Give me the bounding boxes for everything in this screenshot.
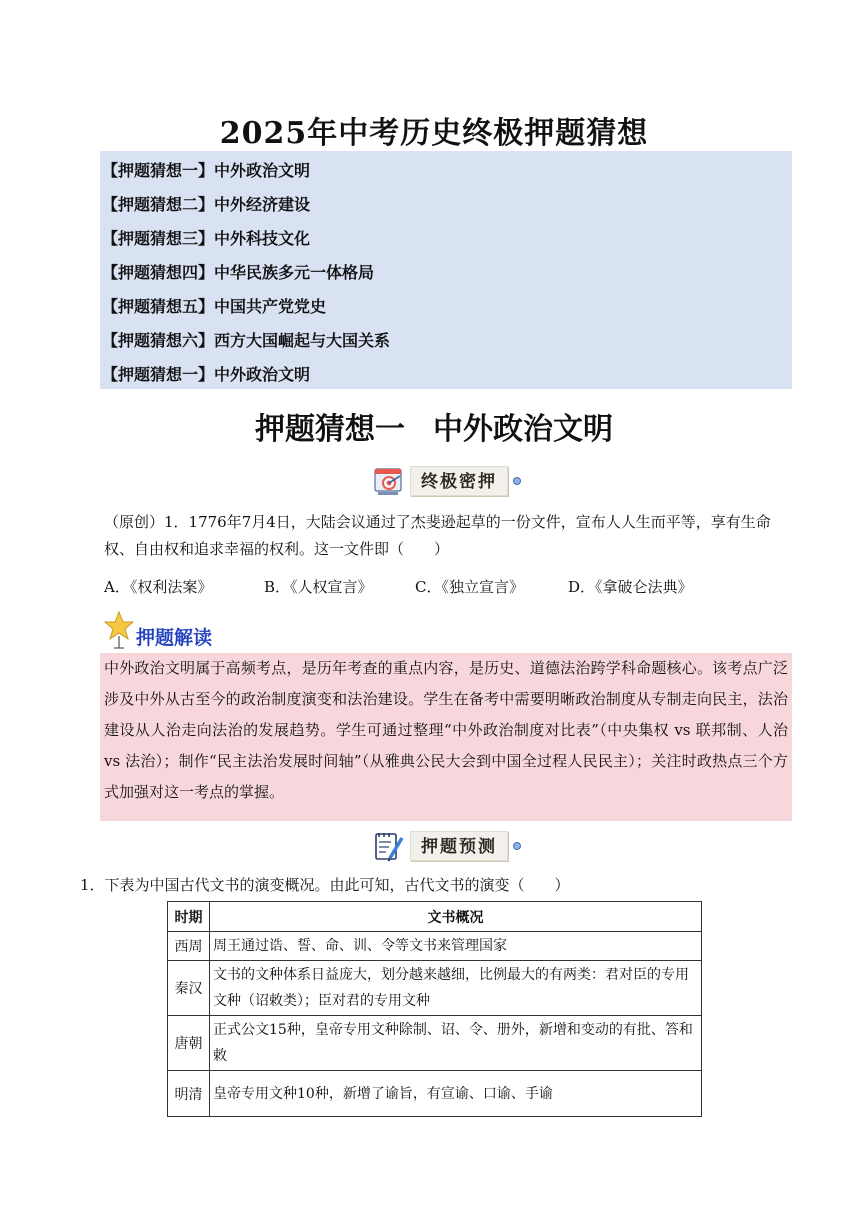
option-b: B．《人权宣言》: [264, 578, 373, 596]
toc-item: 【押题猜想六】西方大国崛起与大国关系: [102, 331, 391, 350]
toc-item: 【押题猜想二】中外经济建设: [102, 195, 311, 214]
document-title: 2025年中考历史终极押题猜想: [219, 116, 649, 151]
badge-dot: [513, 477, 521, 485]
interpretation-title: 押题解读: [136, 627, 213, 649]
prediction-badge: [372, 828, 521, 864]
badge-label: 终极密押: [410, 466, 508, 496]
toc-item: 【押题猜想四】中华民族多元一体格局: [102, 263, 375, 282]
interpretation-text: 中外政治文明属于高频考点，是历年考查的重点内容，是历史、道德法治跨学科命题核心。该考点广泛涉及中外从古至今的政治制度演变和法治建设。学生在备考中需要明晰政治制度从专制走向民主，法治建设从人治走向法治的发展趋势。学生可通过整理“中外政治制度对比表”（中央集权 vs 联邦制、人治 vs 法治）；制作“民主法治发展时间轴”（从雅典公民大会到中国全过程人民民主）；关注时政热点三个方式加强对这一考点的掌握。: [100, 653, 792, 821]
table-row: [168, 932, 702, 961]
question-1-options: [104, 576, 792, 602]
option-c: C．《独立宣言》: [415, 578, 524, 596]
table-cell-period: 西周: [168, 932, 210, 961]
table-cell-desc: 正式公文15种，皇帝专用文种除制、诏、令、册外，新增和变动的有批、答和敕: [210, 1016, 702, 1071]
question-2-stem: 1．下表为中国古代文书的演变概况。由此可知，古代文书的演变（ ）: [80, 876, 570, 894]
table-cell-desc: 文书的文种体系日益庞大，划分越来越细，比例最大的有两类：君对臣的专用文种（诏敕类）；臣对君的专用文种: [210, 961, 702, 1016]
document-evolution-table: [167, 901, 702, 1117]
notepad-pencil-icon: [372, 829, 406, 863]
table-cell-period: 唐朝: [168, 1016, 210, 1071]
option-a: A．《权利法案》: [104, 578, 213, 596]
badge-dot: [513, 842, 521, 850]
toc-item: 【押题猜想三】中外科技文化: [102, 229, 311, 248]
table-row: [168, 1016, 702, 1071]
table-header: 时期: [168, 902, 210, 932]
question-1-stem: （原创）1．1776年7月4日，大陆会议通过了杰斐逊起草的一份文件，宣布人人生而平等，享有生命权、自由权和追求幸福的权利。这一文件即（ ）: [104, 513, 771, 558]
table-row: [168, 1071, 702, 1117]
option-d: D．《拿破仑法典》: [568, 578, 693, 596]
table-cell-period: 明清: [168, 1071, 210, 1117]
table-header-row: [168, 902, 702, 932]
badge-label: 押题预测: [410, 831, 508, 861]
interpretation-heading: [104, 606, 212, 650]
section-title: 押题猜想一 中外政治文明: [255, 412, 613, 447]
table-cell-desc: 周王通过诰、誓、命、训、令等文书来管理国家: [210, 932, 702, 961]
toc-item: 【押题猜想五】中国共产党党史: [102, 297, 327, 316]
table-of-contents: [100, 151, 792, 389]
table-row: [168, 961, 702, 1016]
table-header: 文书概况: [210, 902, 702, 932]
toc-item: 【押题猜想一】中外政治文明: [102, 161, 311, 180]
final-prediction-badge: [372, 463, 521, 499]
target-board-icon: [372, 464, 406, 498]
table-cell-desc: 皇帝专用文种10种，新增了谕旨，有宣谕、口谕、手谕: [210, 1071, 702, 1117]
star-icon: [104, 610, 134, 650]
table-cell-period: 秦汉: [168, 961, 210, 1016]
toc-item: 【押题猜想一】中外政治文明: [102, 365, 311, 384]
